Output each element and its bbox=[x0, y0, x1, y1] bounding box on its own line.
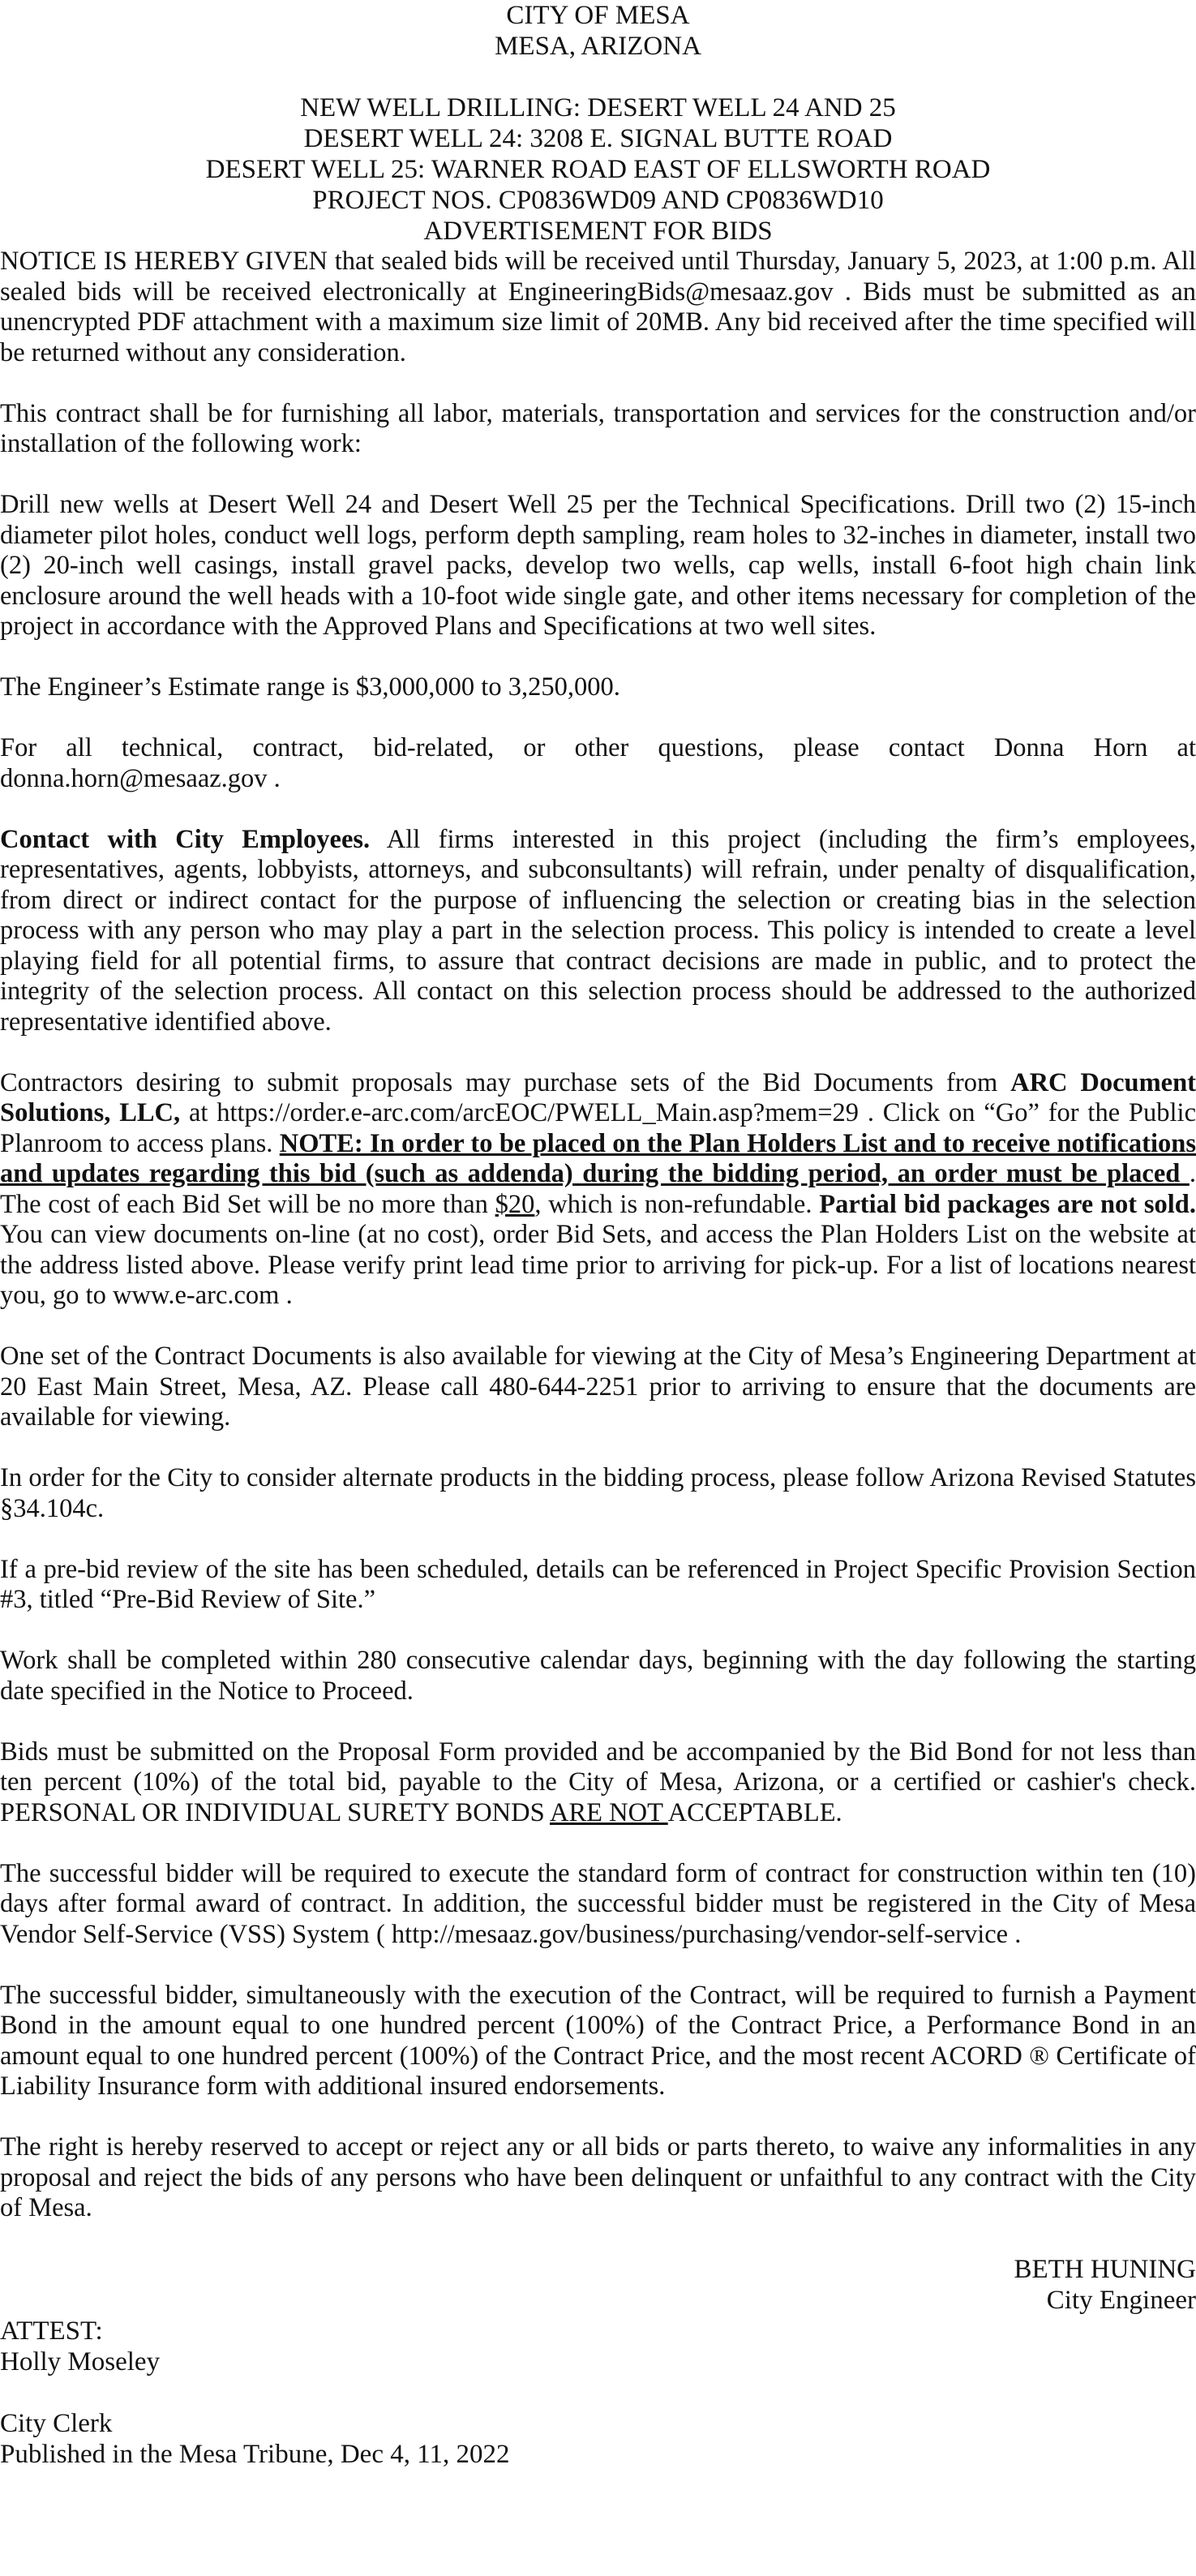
header-well-24: DESERT WELL 24: 3208 E. SIGNAL BUTTE ROAD bbox=[303, 124, 893, 153]
paragraph-bid-bond bbox=[0, 1737, 1196, 1829]
engineer-title: City Engineer bbox=[1046, 2286, 1196, 2315]
bid-documents-text-3: . The cost of each Bid Set will be no more than bbox=[0, 1159, 1196, 1219]
are-not-underlined: ARE NOT bbox=[550, 1797, 668, 1827]
paragraph-contract-scope: This contract shall be for furnishing all labor, materials, transportation and services for the construction and/or installation of the following work: bbox=[0, 398, 1196, 458]
header-well-25: DESERT WELL 25: WARNER ROAD EAST OF ELLSWORTH ROAD bbox=[205, 155, 991, 184]
paragraph-estimate: The Engineer’s Estimate range is $3,000,000 to 3,250,000. bbox=[0, 672, 620, 702]
attest-gap bbox=[0, 2377, 1196, 2408]
paragraph-contract-execution: The successful bidder will be required to execute the standard form of contract for construction within ten (10) days after formal award of contract. In addition, the successful bidder must be registered in the City of Mesa Vendor Self-Service (VSS) System ( http://mesaaz.gov/business/purchasing/vendor-self-service . bbox=[0, 1858, 1196, 1949]
arc-document-solutions: ARC Document Solutions, LLC, bbox=[0, 1067, 1196, 1127]
header-state: MESA, ARIZONA bbox=[495, 32, 701, 61]
paragraph-reservation-of-rights: The right is hereby reserved to accept or reject any or all bids or parts thereto, to waive any informalities in any proposal and reject the bids of any persons who have been delinquent or unfaithful to any contract with the City of Mesa. bbox=[0, 2132, 1196, 2222]
notice-body bbox=[0, 247, 1196, 2224]
contact-city-employees-text: All firms interested in this project (including the firm’s employees, representatives, agents, lobbyists, attorneys, and subconsultants) will refrain, under penalty of disqualification, from direct or indirect contact for the purpose of influencing the selection or creating bias in the selection process with any person who may play a part in the selection process. This policy is intended to create a level playing field for all potential firms, to assure that contract decisions are made in public, and to protect the integrity of the selection process. All contact on this selection process should be addressed to the authorized representative identified above. bbox=[0, 824, 1196, 1037]
engineer-signature bbox=[0, 2254, 1196, 2316]
header-project-title: NEW WELL DRILLING: DESERT WELL 24 AND 25 bbox=[300, 93, 896, 122]
paragraph-bid-receipt: NOTICE IS HEREBY GIVEN that sealed bids will be received until Thursday, January 5, 2023, at 1:00 p.m. All sealed bids will be received electronically at EngineeringBids@mesaaz.gov . Bids must be submitted as an unencrypted PDF attachment with a maximum size limit of 20MB. Any bid received after the time specified will be returned without any consideration. bbox=[0, 247, 1196, 367]
paragraph-pre-bid-review: If a pre-bid review of the site has been scheduled, details can be referenced in Project Specific Provision Section #3, titled “Pre-Bid Review of Site.” bbox=[0, 1554, 1196, 1614]
paragraph-contact-city-employees bbox=[0, 825, 1196, 1038]
bid-documents-text-4: , which is non-refundable. bbox=[534, 1189, 820, 1219]
bid-documents-text-2: at https://order.e-arc.com/arcEOC/PWELL_Main.asp?mem=29 . Click on “Go” for the Public Planroom to access plans. bbox=[0, 1098, 1196, 1158]
header-city: CITY OF MESA bbox=[506, 1, 690, 30]
paragraph-work-description: Drill new wells at Desert Well 24 and Desert Well 25 per the Technical Specifications. Drill two (2) 15-inch diameter pilot holes, conduct well logs, perform depth sampling, ream holes to 32-inches in diameter, install two (2) 20-inch well casings, install gravel packs, develop two wells, cap wells, install 6-foot high chain link enclosure around the well heads with a 10-foot wide single gate, and other items necessary for completion of the project in accordance with the Approved Plans and Specifications at two well sites. bbox=[0, 490, 1196, 641]
paragraph-alternate-products: In order for the City to consider alternate products in the bidding process, please follow Arizona Revised Statutes §34.104c. bbox=[0, 1463, 1196, 1523]
clerk-name: Holly Moseley bbox=[0, 2347, 161, 2376]
paragraph-bid-documents bbox=[0, 1068, 1196, 1312]
notice-header bbox=[0, 0, 1196, 247]
paragraph-contract-viewing: One set of the Contract Documents is also available for viewing at the City of Mesa’s Engineering Department at 20 East Main Street, Mesa, AZ. Please call 480-644-2251 prior to arriving to ensure that the documents are available for viewing. bbox=[0, 1342, 1196, 1432]
bid-documents-text-1: Contractors desiring to submit proposals may purchase sets of the Bid Documents from bbox=[0, 1067, 1011, 1097]
engineer-name: BETH HUNING bbox=[1014, 2255, 1196, 2284]
bid-bond-text-1: Bids must be submitted on the Proposal Form provided and be accompanied by the Bid Bond for not less than ten percent (10%) of the total bid, payable to the City of Mesa, Arizona, or a certified or cashier's check. PERSONAL OR INDIVIDUAL SURETY BONDS bbox=[0, 1737, 1196, 1827]
bid-documents-text-5: You can view documents on-line (at no cost), order Bid Sets, and access the Plan Holders List on the website at the address listed above. Please verify print lead time prior to arriving for pick-up. For a list of locations nearest you, go to www.e-arc.com . bbox=[0, 1220, 1196, 1310]
header-gap bbox=[0, 62, 1196, 92]
header-project-nos: PROJECT NOS. CP0836WD09 AND CP0836WD10 bbox=[312, 186, 884, 215]
contact-city-employees-lead: Contact with City Employees. bbox=[0, 824, 371, 854]
clerk-title: City Clerk bbox=[0, 2409, 113, 2438]
publication-note: Published in the Mesa Tribune, Dec 4, 11, 2022 bbox=[0, 2440, 510, 2469]
paragraph-payment-bond: The successful bidder, simultaneously with the execution of the Contract, will be required to furnish a Payment Bond in the amount equal to one hundred percent (100%) of the Contract Price, a Performance Bond in an amount equal to one hundred percent (100%) of the Contract Price, and the most recent ACORD ® Certificate of Liability Insurance form with additional insured endorsements. bbox=[0, 1980, 1196, 2101]
plan-holders-note: NOTE: In order to be placed on the Plan Holders List and to receive notifications and updates regarding this bid (such as addenda) during the bidding period, an order must be placed bbox=[0, 1128, 1196, 1188]
attest-label: ATTEST: bbox=[0, 2316, 103, 2346]
paragraph-contact: For all technical, contract, bid-related, or other questions, please contact Donna Horn at donna.horn@mesaaz.gov . bbox=[0, 733, 1196, 793]
bid-set-cost: $20 bbox=[495, 1189, 535, 1219]
paragraph-completion-time: Work shall be completed within 280 consecutive calendar days, beginning with the day following the starting date specified in the Notice to Proceed. bbox=[0, 1646, 1196, 1706]
attest-block bbox=[0, 2316, 1196, 2470]
header-advertisement: ADVERTISEMENT FOR BIDS bbox=[423, 217, 773, 246]
bid-bond-text-2: ACCEPTABLE. bbox=[667, 1797, 842, 1827]
partial-packages-note: Partial bid packages are not sold. bbox=[819, 1189, 1196, 1219]
